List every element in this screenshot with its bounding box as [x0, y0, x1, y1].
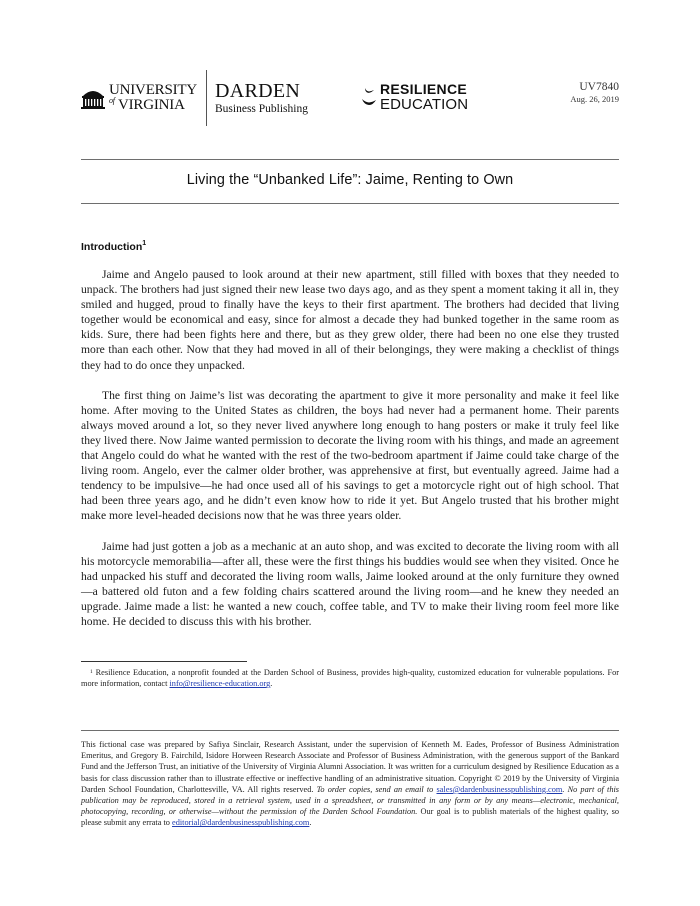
- disclaimer-text-1: This fictional case was prepared by Safiya Sinclair, Research Assistant, under the supervision of Kenneth M. Eades, Professor of Business Administration Emeritus, and Gregory B. Fairchild, Isidore Horween Research Associate and Professor of Business Administration, with the generous support of the Bankard Fund and the Jefferson Trust, an initiative of the University of Virginia Alumni Association. It was written for a curriculum designed by Resilience Education as a basis for class discussion rather than to illustrate effective or ineffective handling of an administrative situation. Copyright © 2019 by the University of Virginia Darden School Foundation, Charlottesville, VA. All rights reserved.: [81, 740, 619, 794]
- disclaimer-end: .: [309, 818, 312, 828]
- paragraph-2: The first thing on Jaime’s list was decorating the apartment to give it more personality and make it feel like home. After moving to the United States as children, the boys had never had a permanent home. Their parents always moved around a lot, so they never lived anywhere long enough to hang posters or make it truly feel like they lived there. Now Jaime wanted permission to decorate the living room with his things, and made an agreement that Angelo could do what he wanted with the rest of the two-bedroom apartment if Jaime could take charge of the living room. Angelo, ever the calmer older brother, was apprehensive at first, but eventually agreed. Jaime had a tendency to be impulsive—he had once used all of his savings to get a motorcycle right out of high school. That had been three years ago, and he didn’t even know how to ride it yet. But Angelo trusted that his brother might make more level-headed decisions now that he was three years older.: [81, 388, 619, 523]
- footnote-number: 1: [90, 669, 93, 675]
- uva-logo-line2: VIRGINIA: [118, 97, 185, 113]
- paragraph-3: Jaime had just gotten a job as a mechanic at an auto shop, and was excited to decorate the living room with all his motorcycle memorabilia—after all, these were the first things his buddies would see when they visited. Once he had unpacked his stuff and decorated the living room walls, Jaime looked around at the only furniture they owned—a battered old futon and a few folding chairs scattered around the living room—and he knew they needed an upgrade. Jaime made a list: he wanted a new couch, coffee table, and TV to make their living room feel more like home. He decided to discuss this with his brother.: [81, 539, 619, 628]
- disclaimer: [81, 739, 619, 829]
- disclaimer-rule: [81, 730, 619, 731]
- darden-logo: [215, 81, 308, 116]
- footnote: [81, 667, 619, 689]
- section-heading: [81, 241, 146, 253]
- uva-logo-line1: UNIVERSITY: [109, 82, 197, 98]
- title-bottom-rule: [81, 203, 619, 204]
- uva-logo: [81, 82, 197, 114]
- darden-logo-name: DARDEN: [215, 80, 301, 102]
- logo-divider: [206, 70, 207, 126]
- title-top-rule: [81, 159, 619, 160]
- document-title: Living the “Unbanked Life”: Jaime, Renting to Own: [186, 172, 514, 188]
- resilience-education-logo: [361, 82, 468, 112]
- birds-icon: [361, 85, 377, 109]
- footnote-text: Resilience Education, a nonprofit founded at the Darden School of Business, provides high-quality, customized education for vulnerable populations. For more information, contact: [81, 668, 620, 689]
- disclaimer-text-2: Our goal is to publish materials of the highest quality, so please submit any errata to: [81, 807, 619, 828]
- resilience-logo-line1: RESILIENCE: [380, 81, 468, 97]
- footnote-rule: [81, 661, 247, 662]
- resilience-email-link[interactable]: info@resilience-education.org: [169, 679, 271, 689]
- paragraph-1: Jaime and Angelo paused to look around at their new apartment, still filled with boxes that they needed to unpack. The brothers had just signed their new lease two days ago, and as they spent a moment taking it all in, they smiled and hugged, proud to finally have the keys to their first apartment. The brothers had decided that living together would be economical and easy, since for almost a decade they had bunked together in the same room as kids. Sure, there had been fights here and there, but as they grew older, there had been no one else they trusted more than each other. Now that they had moved in all of their belongings, they were making a checklist of things they had to do once they unpacked.: [81, 268, 619, 372]
- body-text: [81, 267, 619, 644]
- case-meta: [570, 80, 619, 104]
- footnote-end: .: [270, 679, 273, 689]
- darden-logo-subtitle: Business Publishing: [215, 103, 308, 115]
- case-date: Aug. 26, 2019: [570, 94, 619, 104]
- sales-email-link[interactable]: sales@dardenbusinesspublishing.com: [436, 784, 563, 794]
- document-header: [81, 68, 619, 130]
- disclaimer-italic-1: To order copies, send an email to: [316, 784, 437, 794]
- case-id: UV7840: [579, 81, 619, 93]
- editorial-email-link[interactable]: editorial@dardenbusinesspublishing.com: [172, 818, 310, 828]
- uva-logo-of: of: [109, 96, 115, 105]
- disclaimer-italic-2: . No part of this publication may be reproduced, stored in a retrieval system, used in a spreadsheet, or transmitted in any form or by any means—electronic, mechanical, photocopying, recording, or otherwise—without the permission of the Darden School Foundation.: [81, 784, 620, 817]
- footnote-ref: 1: [142, 240, 147, 247]
- resilience-logo-line2: EDUCATION: [380, 96, 469, 113]
- rotunda-icon: [81, 87, 105, 109]
- section-heading-text: Introduction: [81, 241, 143, 253]
